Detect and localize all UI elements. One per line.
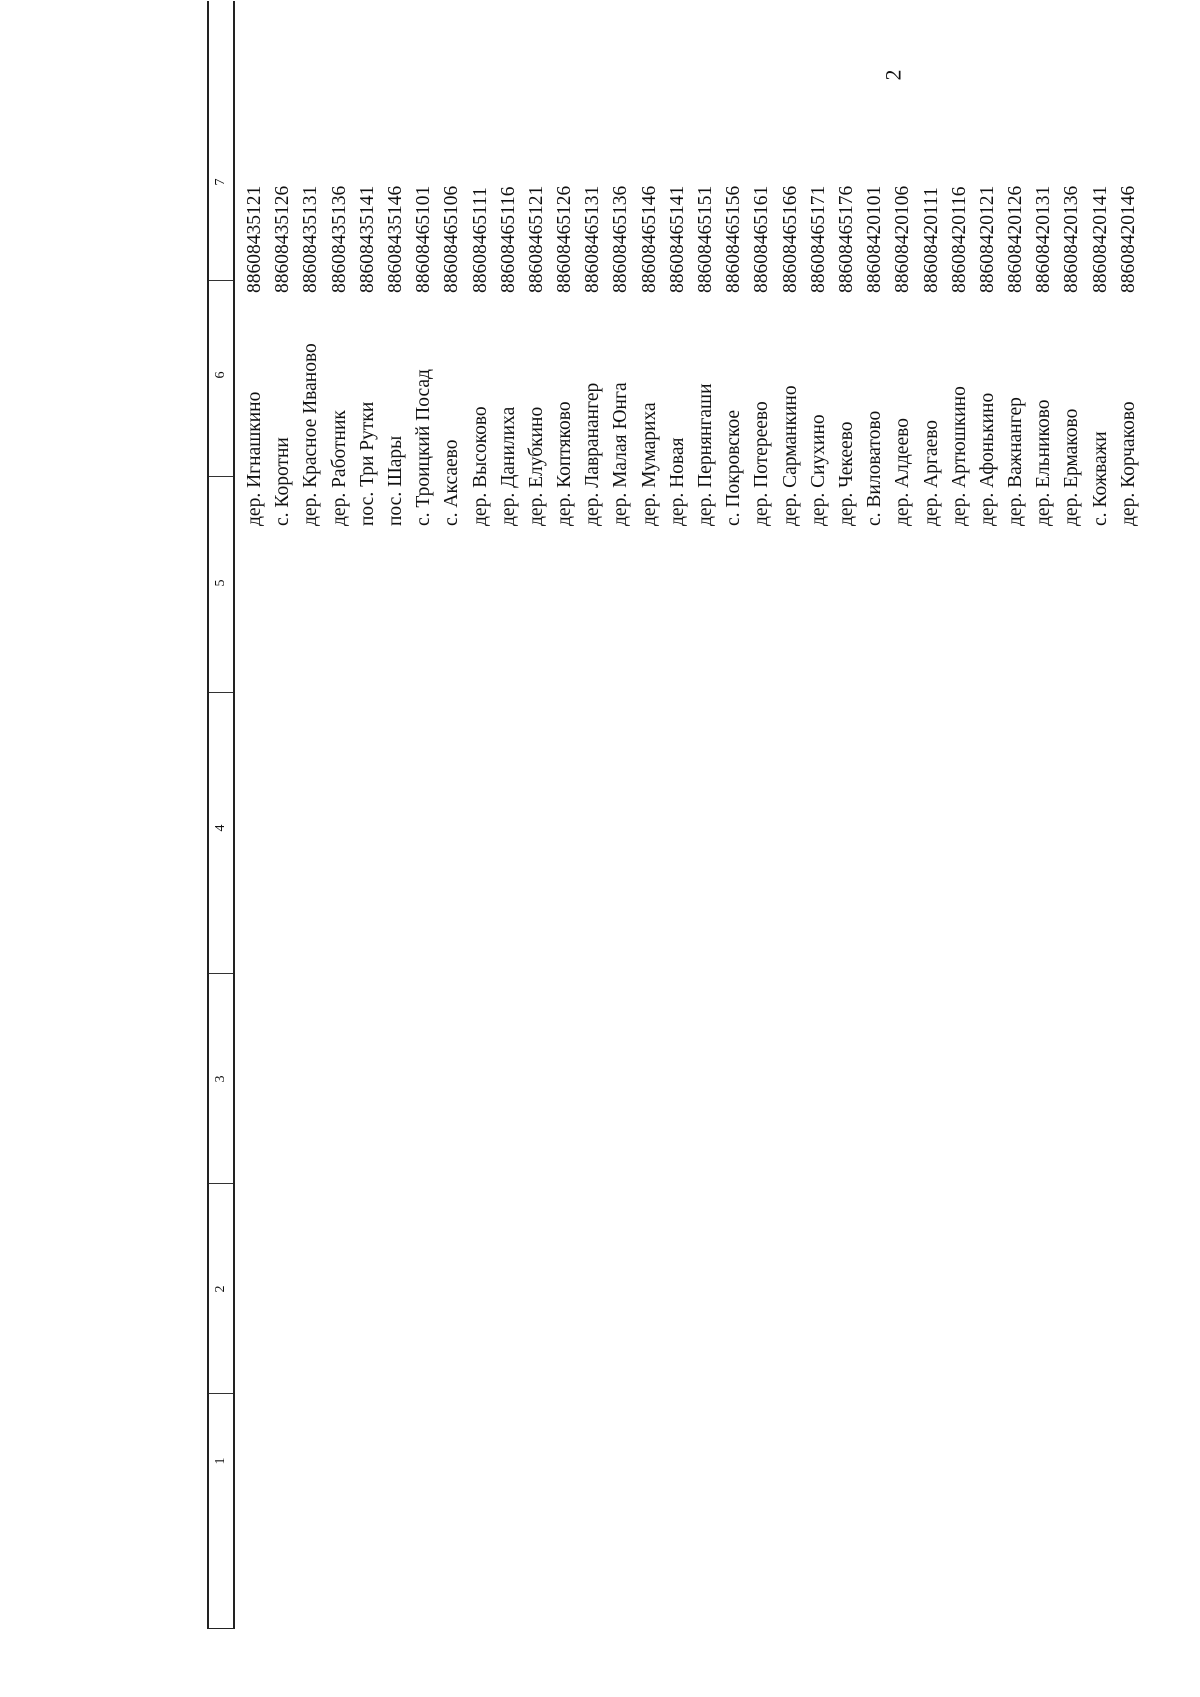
oktmo-code: 88608435121 — [244, 185, 265, 293]
settlement-name: дер. Пернянгаши — [695, 383, 716, 526]
page-number: 2 — [880, 69, 906, 81]
settlement-name: дер. Аргаево — [920, 419, 942, 526]
oktmo-code: 88608465136 — [610, 185, 632, 293]
settlement-name: дер. Лавранангер — [582, 382, 604, 526]
settlement-name: дер. Красное Иваново — [300, 343, 322, 526]
column-header-3: 3 — [213, 1075, 228, 1083]
settlement-name: дер. Игнашкино — [244, 391, 265, 526]
settlement-name: дер. Афонькино — [976, 392, 998, 526]
oktmo-code: 88608420136 — [1061, 185, 1083, 293]
settlement-name: дер. Данилиха — [497, 406, 519, 526]
column-separator — [209, 1393, 233, 1394]
oktmo-code: 88608420116 — [948, 186, 970, 293]
oktmo-code: 88608435126 — [272, 185, 294, 293]
oktmo-code: 88608465166 — [779, 185, 801, 293]
oktmo-code: 88608420131 — [1033, 185, 1055, 293]
settlement-name: дер. Коптяково — [554, 401, 576, 526]
oktmo-code: 88608420121 — [976, 185, 998, 293]
oktmo-code: 88608435131 — [300, 185, 322, 293]
oktmo-code: 88608465111 — [469, 187, 491, 293]
header-top-rule — [207, 1, 209, 1629]
settlement-name: дер. Работник — [328, 410, 350, 526]
settlement-name: дер. Новая — [666, 437, 688, 526]
settlement-name: дер. Корчаково — [1117, 401, 1139, 526]
column-header-1: 1 — [213, 1457, 228, 1465]
oktmo-code: 88608465131 — [582, 185, 604, 293]
settlement-name: дер. Мумариха — [638, 402, 660, 526]
settlement-name: с. Аксаево — [441, 439, 463, 526]
settlement-name: дер. Сарманкино — [779, 385, 801, 526]
oktmo-code: 88608420106 — [892, 185, 914, 293]
oktmo-code: 88608420146 — [1117, 185, 1139, 293]
settlement-name: дер. Чекеево — [835, 421, 857, 526]
oktmo-code: 88608420101 — [864, 185, 886, 293]
settlement-name: с. Покровское — [723, 409, 745, 526]
oktmo-code: 88608465126 — [554, 185, 576, 293]
oktmo-code-column — [241, 93, 1143, 293]
settlement-name: дер. Ельниково — [1033, 399, 1055, 526]
column-separator — [209, 973, 233, 974]
column-header-4: 4 — [213, 824, 228, 832]
settlement-name: дер. Елубкино — [525, 406, 547, 526]
settlement-name: пос. Шары — [384, 435, 406, 526]
oktmo-code: 88608435141 — [356, 185, 378, 293]
header-left-rule — [207, 1628, 235, 1629]
oktmo-code: 88608465106 — [441, 185, 463, 293]
oktmo-code: 88608465146 — [638, 185, 660, 293]
settlement-name: с. Кожважи — [1089, 431, 1111, 526]
settlement-name: дер. Потереево — [751, 401, 773, 526]
column-header-6: 6 — [213, 371, 228, 379]
oktmo-code: 88608420111 — [920, 187, 942, 293]
oktmo-code: 88608420141 — [1089, 185, 1111, 293]
oktmo-code: 88608465141 — [666, 185, 688, 293]
settlement-name: дер. Важнангер — [1005, 397, 1027, 526]
header-bottom-rule — [233, 1, 235, 1629]
settlement-name: с. Коротни — [272, 437, 294, 526]
oktmo-code: 88608465121 — [525, 185, 547, 293]
column-header-7: 7 — [213, 178, 228, 186]
column-separator — [209, 280, 233, 281]
oktmo-code: 88608435136 — [328, 185, 350, 293]
oktmo-code: 88608465101 — [413, 185, 435, 293]
oktmo-code: 88608465176 — [835, 185, 857, 293]
settlement-name: дер. Сиухино — [807, 414, 829, 526]
column-header-5: 5 — [213, 579, 228, 587]
oktmo-code: 88608465171 — [807, 185, 829, 293]
column-separator — [209, 476, 233, 477]
settlement-name: с. Виловатово — [864, 410, 886, 526]
column-separator — [209, 692, 233, 693]
column-separator — [209, 1183, 233, 1184]
oktmo-code: 88608435146 — [384, 185, 406, 293]
settlement-name: дер. Артюшкино — [948, 386, 970, 526]
settlement-name: дер. Высоково — [469, 406, 491, 526]
oktmo-code: 88608465151 — [695, 185, 716, 293]
oktmo-code: 88608465161 — [751, 185, 773, 293]
oktmo-code: 88608465156 — [723, 185, 745, 293]
settlement-name: пос. Три Рутки — [356, 401, 378, 526]
column-header-2: 2 — [213, 1285, 228, 1293]
oktmo-code: 88608420126 — [1005, 185, 1027, 293]
settlement-name: с. Троицкий Посад — [413, 369, 435, 526]
oktmo-code: 88608465116 — [497, 186, 519, 293]
settlement-name: дер. Малая Юнга — [610, 382, 632, 526]
settlement-name: дер. Ермаково — [1061, 408, 1083, 526]
settlement-name: дер. Алдеево — [892, 418, 914, 526]
